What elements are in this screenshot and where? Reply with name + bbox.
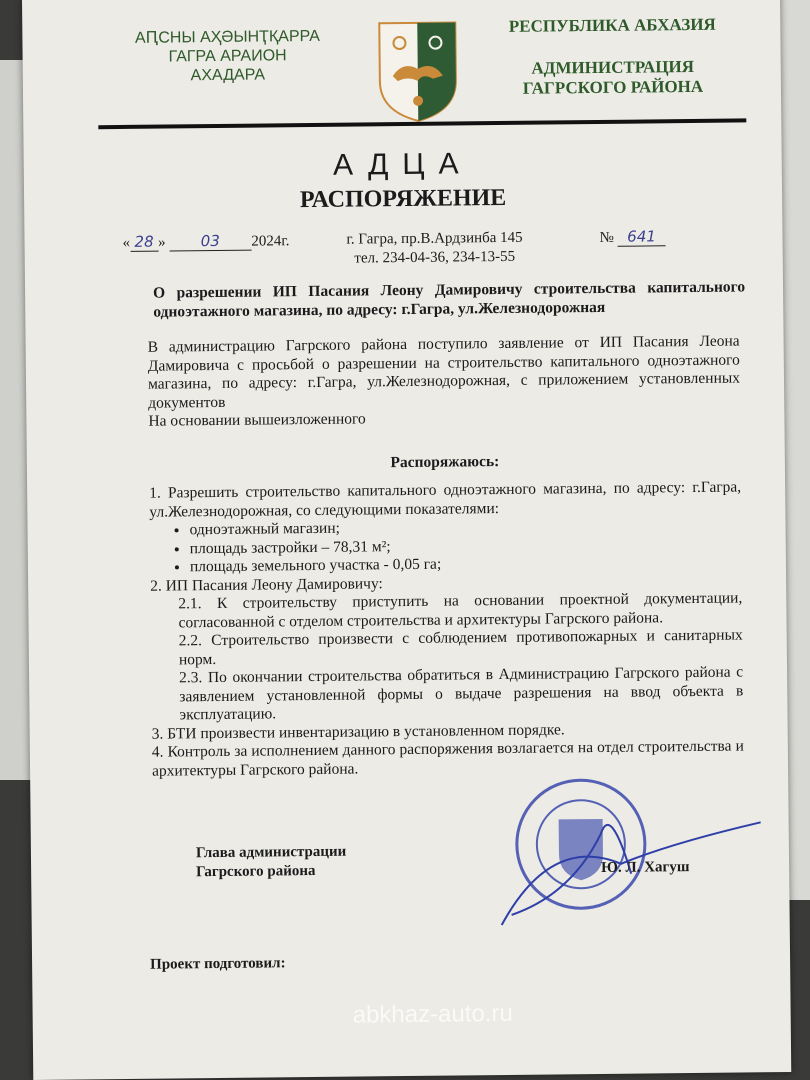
official-stamp-icon bbox=[470, 772, 792, 935]
basis-text: На основании вышеизложенного bbox=[148, 410, 366, 430]
indicators-list bbox=[149, 515, 742, 577]
header-admin-line: АДМИНИСТРАЦИЯ bbox=[531, 56, 695, 78]
phone: тел. 234-04-36, 234-13-55 bbox=[354, 248, 516, 267]
prepared-by: Проект подготовил: bbox=[150, 955, 286, 973]
date-month: 03 bbox=[169, 232, 251, 252]
order-date: « 28 » 03 2024г. bbox=[122, 231, 290, 251]
coat-of-arms-icon bbox=[377, 20, 458, 123]
list-item: • одноэтажный магазин; bbox=[189, 515, 741, 539]
item-3: 3. БТИ произвести инвентаризацию в установленном порядке. bbox=[151, 720, 565, 743]
page-title: РАСПОРЯЖЕНИЕ bbox=[299, 184, 507, 214]
item-2-3: 2.3. По окончании строительства обратиться в Администрацию Гагрского района с заявлением установленной формы о выдаче разрешения на ввод объекта в эксплуатацию. bbox=[179, 663, 744, 724]
header-abkhaz bbox=[102, 27, 353, 87]
date-day: 28 bbox=[130, 233, 158, 252]
title-abkhaz: АДЦА bbox=[332, 147, 473, 182]
list-item: • площадь земельного участка - 0,05 га; bbox=[190, 552, 742, 576]
address: г. Гагра, пр.В.Ардзинба 145 bbox=[346, 229, 523, 248]
item-2-2: 2.2. Строительство произвести с соблюдением противопожарных и санитарных норм. bbox=[178, 626, 743, 668]
contact-block bbox=[334, 229, 534, 269]
header-administration bbox=[483, 56, 743, 99]
header-abkhaz-line: АԤСНЫ АҲӘЫНҬҚАРРА bbox=[134, 27, 320, 47]
item-1: 1. Разрешить строительство капитального одноэтажного магазина, по адресу: г.Гагра, ул.Железнодорожная, со следующими показателями: bbox=[149, 478, 742, 521]
item-2-1: 2.1. К строительству приступить на основании проектной документации, согласованной с отделом строительства и архитектуры Гагрского района. bbox=[178, 589, 743, 631]
header-abkhaz-line: ГАГРА АРАИОН bbox=[168, 47, 287, 66]
header-republic: РЕСПУБЛИКА АБХАЗИЯ bbox=[508, 14, 716, 36]
header-admin-line: ГАГРСКОГО РАЙОНА bbox=[522, 76, 704, 98]
item-4: 4. Контроль за исполнением данного распоряжения возлагается на отдел строительства и архитектуры Гагрского района. bbox=[151, 737, 744, 780]
position-line: Гагрского района bbox=[196, 862, 316, 881]
order-items bbox=[149, 478, 744, 780]
signatory-position bbox=[196, 843, 347, 883]
subject: О разрешении ИП Пасания Леону Дамировичу строительства капитального одноэтажного магазина, по адресу: г.Гагра, ул.Железнодорожная bbox=[152, 278, 746, 321]
order-number bbox=[599, 227, 665, 247]
watermark: abkhaz-auto.ru bbox=[352, 999, 513, 1029]
position-line: Глава администрации bbox=[195, 843, 347, 862]
date-year: 2024г. bbox=[251, 233, 290, 250]
document-page bbox=[22, 0, 791, 1080]
intro-text: В администрацию Гагрского района поступило заявление от ИП Пасания Леона Дамировича с просьбой о разрешении на строительство капитального одноэтажного магазина, по адресу: г.Гагра, ул.Железнодорожная, с приложением установленных документов bbox=[147, 332, 741, 412]
number-label: № bbox=[599, 229, 614, 246]
header-abkhaz-line: АХАДАРА bbox=[190, 66, 266, 85]
intro-paragraph bbox=[148, 333, 741, 432]
order-heading: Распоряжаюсь: bbox=[390, 453, 500, 472]
list-item: • площадь застройки – 78,31 м²; bbox=[190, 534, 742, 558]
item-2: 2. ИП Пасания Леону Дамировичу: bbox=[150, 574, 383, 595]
number-value: 641 bbox=[617, 227, 665, 247]
signatory-name: Ю. Л. Хагуш bbox=[601, 859, 690, 876]
